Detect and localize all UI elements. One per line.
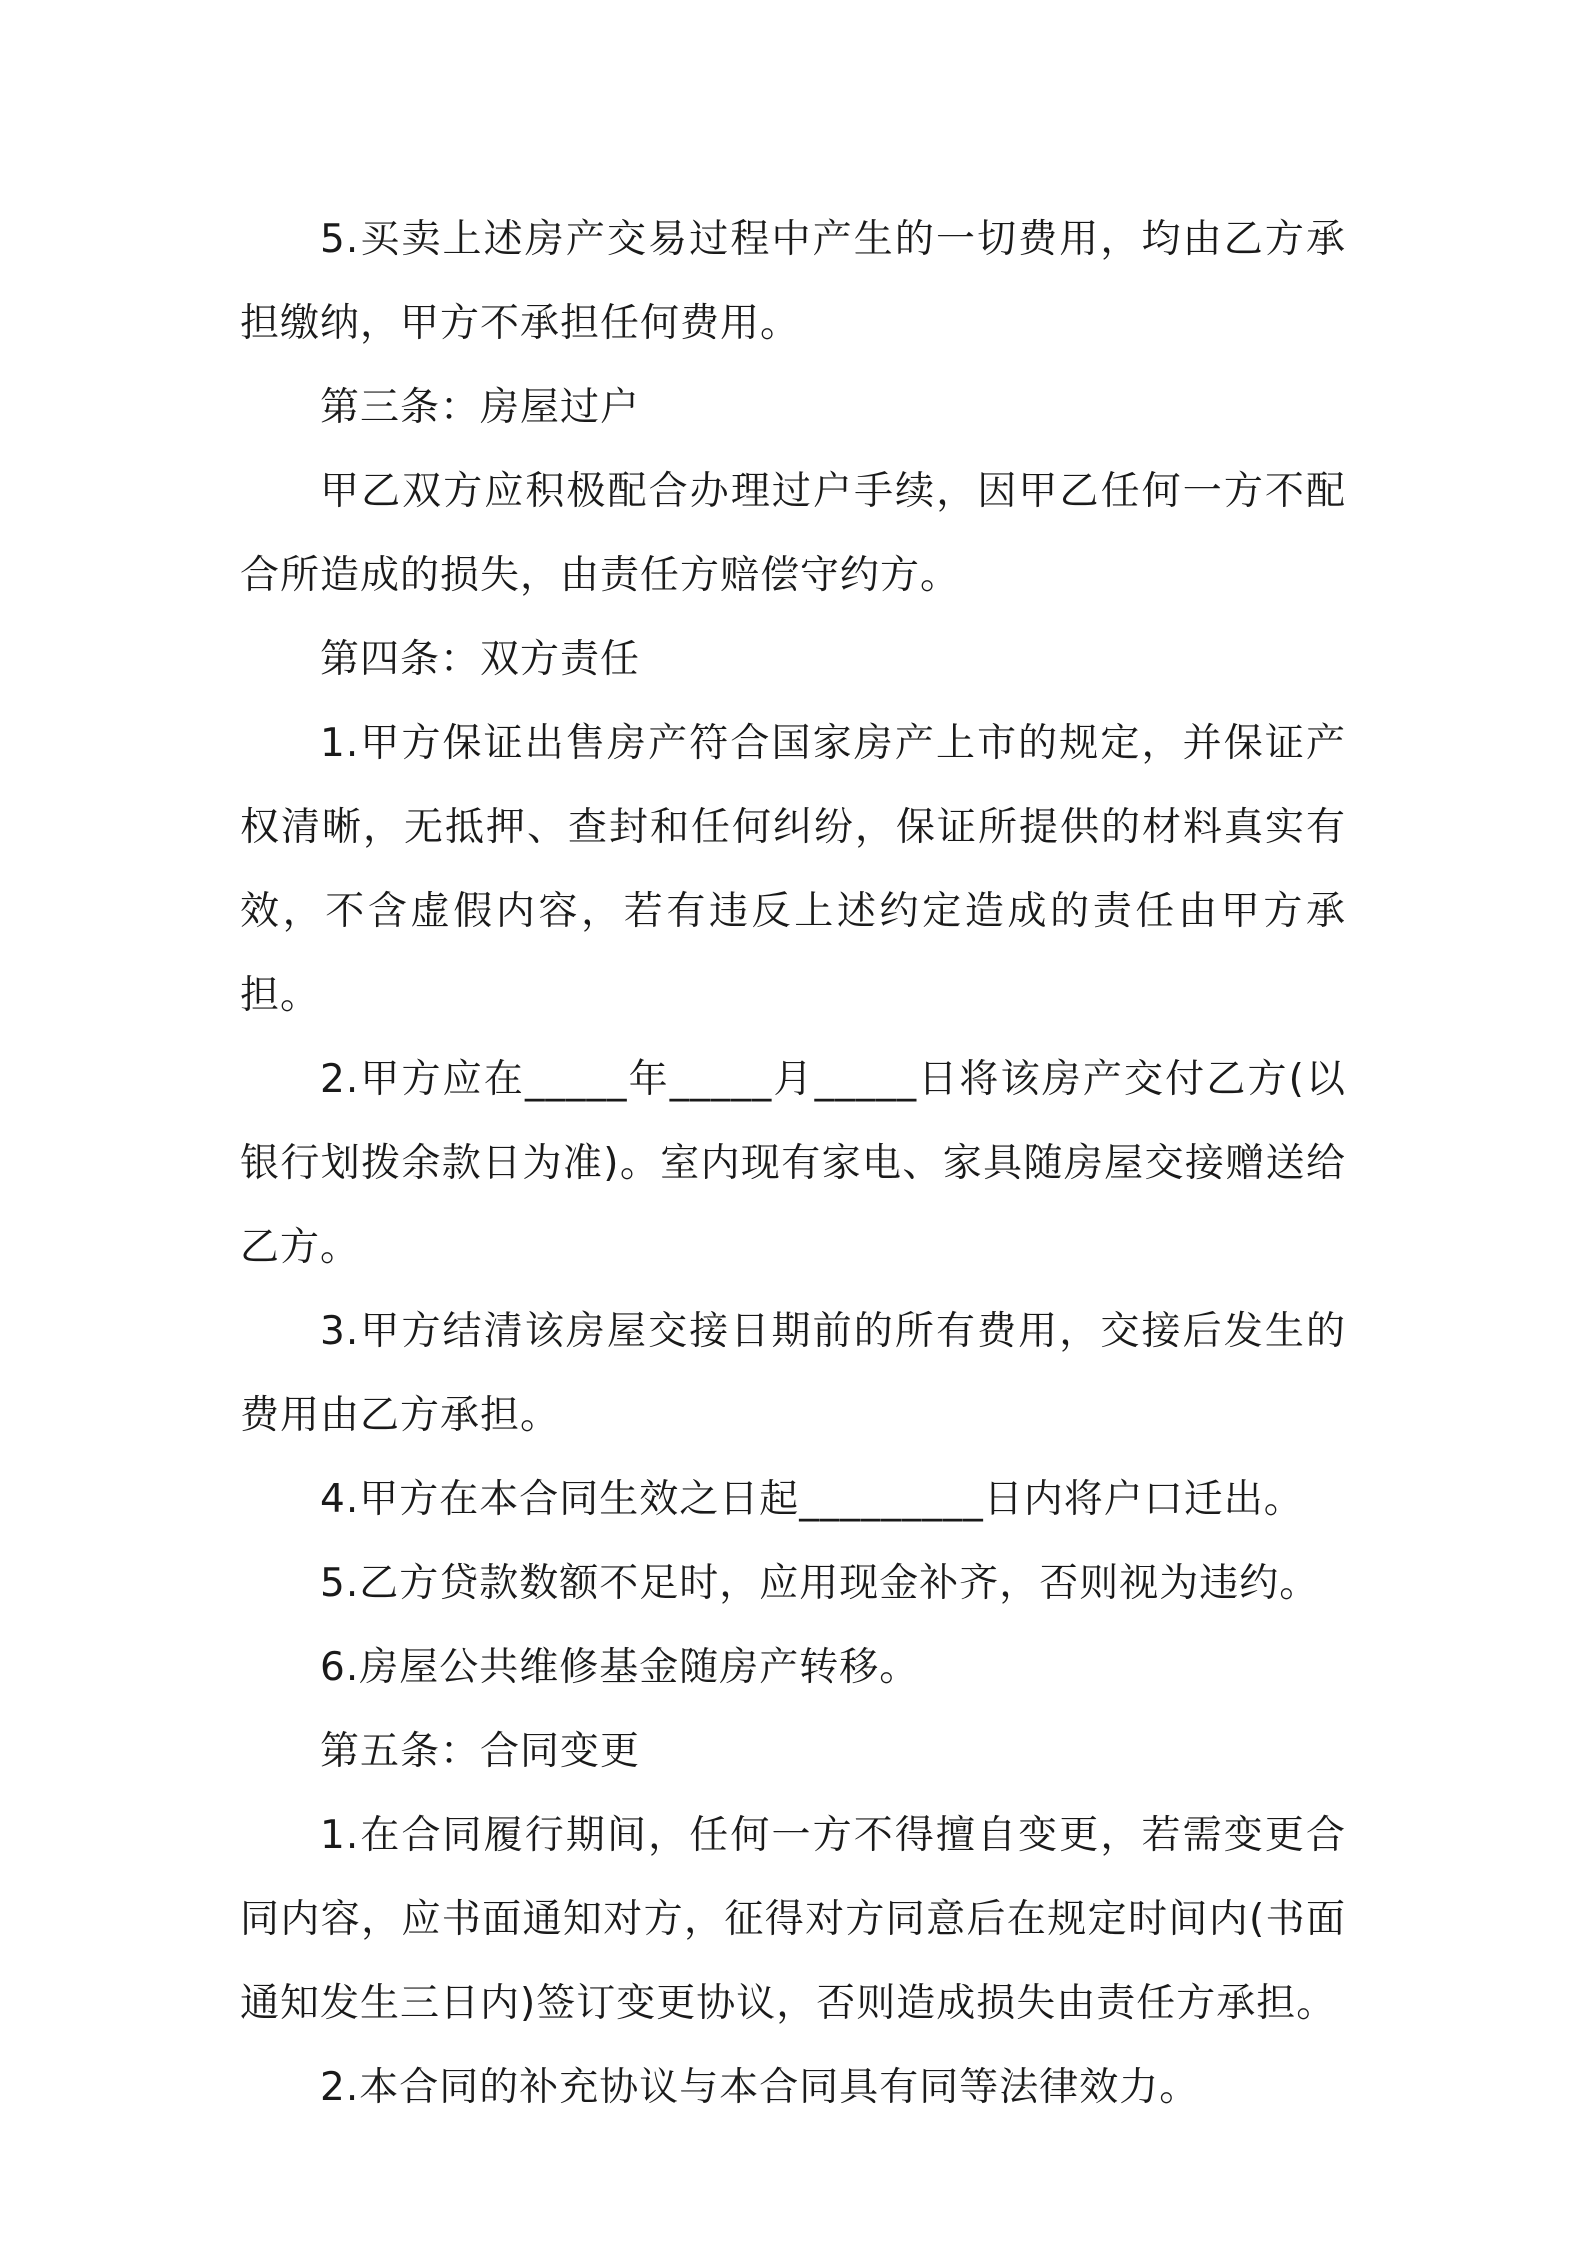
paragraph-duty-1: 1.甲方保证出售房产符合国家房产上市的规定，并保证产权清晰，无抵押、查封和任何纠纷，保证所提供的材料真实有效，不含虚假内容，若有违反上述约定造成的责任由甲方承担。 (240, 721, 1346, 1018)
paragraph-duty-3: 3.甲方结清该房屋交接日期前的所有费用，交接后发生的费用由乙方承担。 (240, 1309, 1346, 1438)
paragraph-change-1: 1.在合同履行期间，任何一方不得擅自变更，若需变更合同内容，应书面通知对方，征得对方同意后在规定时间内(书面通知发生三日内)签订变更协议，否则造成损失由责任方承担。 (240, 1813, 1346, 2026)
paragraph-duty-6: 6.房屋公共维修基金随房产转移。 (320, 1645, 920, 1690)
paragraph-transfer: 甲乙双方应积极配合办理过户手续，因甲乙任何一方不配合所造成的损失，由责任方赔偿守约方。 (240, 469, 1346, 598)
document-body (240, 198, 1346, 2130)
paragraph-fees: 5.买卖上述房产交易过程中产生的一切费用，均由乙方承担缴纳，甲方不承担任何费用。 (240, 217, 1346, 346)
paragraph-duty-4: 4.甲方在本合同生效之日起_________日内将户口迁出。 (320, 1477, 1304, 1522)
paragraph-duty-5: 5.乙方贷款数额不足时，应用现金补齐，否则视为违约。 (320, 1561, 1320, 1606)
paragraph-change-2: 2.本合同的补充协议与本合同具有同等法律效力。 (320, 2065, 1200, 2110)
heading-article-3: 第三条：房屋过户 (320, 385, 641, 430)
paragraph-duty-2: 2.甲方应在_____年_____月_____日将该房产交付乙方(以银行划拨余款日为准)。室内现有家电、家具随房屋交接赠送给乙方。 (240, 1057, 1346, 1270)
heading-article-5: 第五条：合同变更 (320, 1729, 641, 1774)
heading-article-4: 第四条：双方责任 (320, 637, 641, 682)
